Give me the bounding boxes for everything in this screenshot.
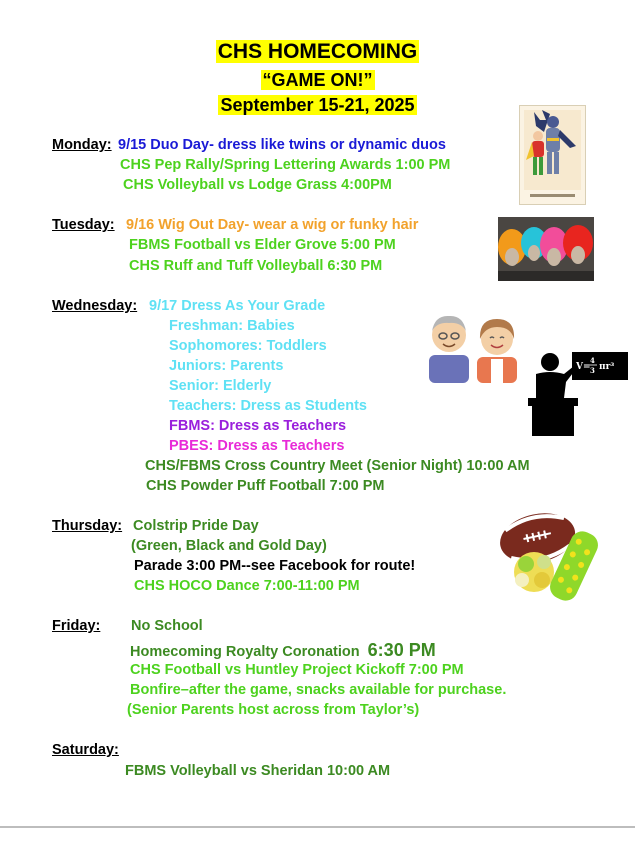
monday-event-1: CHS Pep Rally/Spring Lettering Awards 1:00 PM [120, 157, 451, 173]
page-title [0, 40, 635, 64]
grandparents-clipart [425, 307, 520, 383]
tuesday-event-1: FBMS Football vs Elder Grove 5:00 PM [129, 237, 396, 253]
thursday-parade: Parade 3:00 PM--see Facebook for route! [134, 558, 416, 574]
teacher-chalkboard-icon [526, 350, 630, 438]
friday-football: CHS Football vs Huntley Project Kickoff 7:00 PM [130, 662, 464, 678]
grade-junior: Juniors: Parents [169, 358, 284, 374]
page-bottom-divider [0, 826, 635, 828]
svg-text:4: 4 [590, 356, 595, 365]
wednesday-label: Wednesday: [52, 298, 138, 314]
monday-theme: 9/15 Duo Day- dress like twins or dynamic duos [118, 137, 446, 153]
thursday-theme-note: (Green, Black and Gold Day) [131, 538, 327, 554]
thursday-label: Thursday: [52, 518, 123, 534]
tuesday-theme: 9/16 Wig Out Day- wear a wig or funky hair [126, 217, 419, 233]
colorful-wigs-image [498, 217, 594, 281]
grade-freshman: Freshman: Babies [169, 318, 295, 334]
wednesday-theme: 9/17 Dress As Your Grade [149, 298, 326, 314]
friday-bonfire-note: (Senior Parents host across from Taylor’s) [127, 702, 420, 718]
page-subtitle [0, 70, 635, 91]
football-pompom-clipart [498, 500, 600, 608]
title-highlight: CHS HOMECOMING [217, 40, 418, 63]
coronation-time: 6:30 PM [367, 640, 436, 660]
friday-no-school: No School [131, 618, 203, 634]
tuesday-label: Tuesday: [52, 217, 115, 233]
grade-fbms: FBMS: Dress as Teachers [169, 418, 347, 434]
friday-label: Friday: [52, 618, 101, 634]
wednesday-event-2: CHS Powder Puff Football 7:00 PM [146, 478, 385, 494]
svg-text:πr³: πr³ [599, 362, 615, 372]
svg-text:3: 3 [590, 366, 595, 375]
saturday-label: Saturday: [52, 742, 119, 758]
monday-label: Monday: [52, 137, 112, 153]
saturday-event: FBMS Volleyball vs Sheridan 10:00 AM [125, 763, 391, 779]
svg-text:V=: V= [576, 362, 591, 372]
wednesday-event-1: CHS/FBMS Cross Country Meet (Senior Night) 10:00 AM [145, 458, 530, 474]
tuesday-event-2: CHS Ruff and Tuff Volleyball 6:30 PM [129, 258, 383, 274]
monday-event-2: CHS Volleyball vs Lodge Grass 4:00PM [123, 177, 392, 193]
dates-highlight: September 15-21, 2025 [220, 95, 415, 115]
thursday-dance: CHS HOCO Dance 7:00-11:00 PM [134, 578, 360, 594]
friday-bonfire: Bonfire–after the game, snacks available for purchase. [130, 682, 507, 698]
subtitle-highlight: “GAME ON!” [262, 70, 373, 90]
grade-pbes: PBES: Dress as Teachers [169, 438, 345, 454]
friday-coronation [130, 640, 436, 661]
grade-teachers: Teachers: Dress as Students [169, 398, 367, 414]
thursday-theme: Colstrip Pride Day [133, 518, 259, 534]
grade-senior: Senior: Elderly [169, 378, 272, 394]
batman-robin-comic-image [519, 105, 586, 205]
coronation-text: Homecoming Royalty Coronation [130, 644, 360, 660]
grade-sophomore: Sophomores: Toddlers [169, 338, 327, 354]
